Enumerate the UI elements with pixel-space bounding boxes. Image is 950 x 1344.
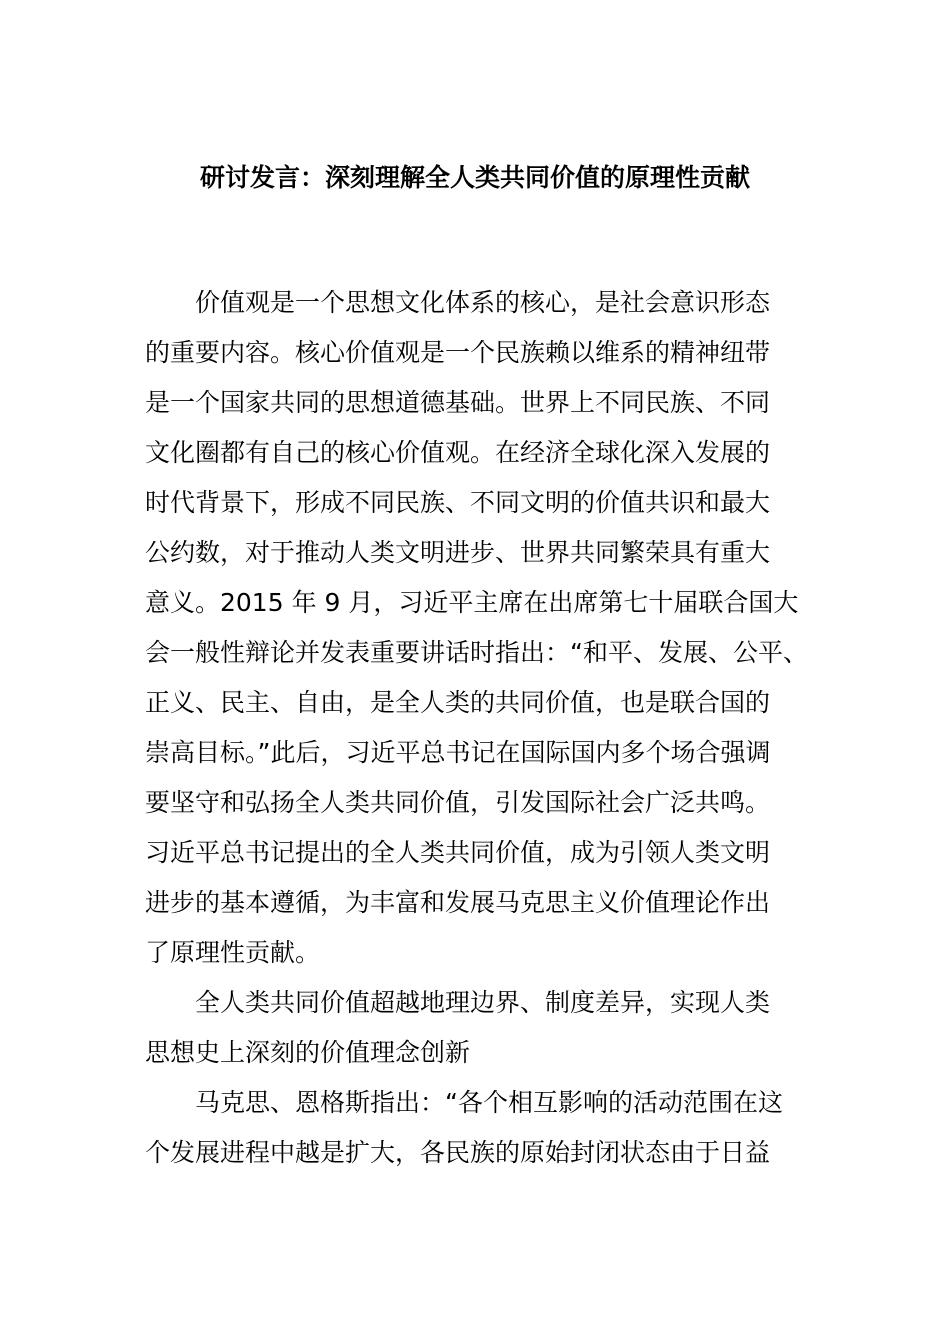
- text-line: 崇高目标。”此后，习近平总书记在国际国内多个场合强调: [145, 738, 771, 767]
- text-line: 文化圈都有自己的核心价值观。在经济全球化深入发展的: [145, 438, 771, 467]
- text-line: 的重要内容。核心价值观是一个民族赖以维系的精神纽带: [145, 338, 771, 367]
- document-title: 研讨发言：深刻理解全人类共同价值的原理性贡献: [199, 163, 750, 192]
- text-line: 是一个国家共同的思想道德基础。世界上不同民族、不同: [145, 388, 771, 417]
- text-line: 个发展进程中越是扩大，各民族的原始封闭状态由于日益: [145, 1138, 771, 1167]
- text-line: 进步的基本遵循，为丰富和发展马克思主义价值理论作出: [145, 888, 771, 917]
- document-body: [145, 278, 808, 1178]
- text-line: 要坚守和弘扬全人类共同价值，引发国际社会广泛共鸣。: [145, 788, 771, 817]
- text-line: 正义、民主、自由，是全人类的共同价值，也是联合国的: [145, 688, 771, 717]
- text-line: 时代背景下，形成不同民族、不同文明的价值共识和最大: [145, 488, 771, 517]
- text-line: 了原理性贡献。: [145, 938, 321, 967]
- text-line: 马克思、恩格斯指出：“各个相互影响的活动范围在这: [145, 1088, 783, 1117]
- section-heading-line: 思想史上深刻的价值理念创新: [145, 1038, 471, 1067]
- text-line: 价值观是一个思想文化体系的核心，是社会意识形态: [145, 288, 771, 317]
- text-line: 会一般性辩论并发表重要讲话时指出：“和平、发展、公平、: [145, 638, 808, 667]
- text-line: 意义。2015 年 9 月，习近平主席在出席第七十届联合国大: [145, 588, 799, 617]
- text-line: 习近平总书记提出的全人类共同价值，成为引领人类文明: [145, 838, 771, 867]
- section-heading-line: 全人类共同价值超越地理边界、制度差异，实现人类: [145, 988, 771, 1017]
- text-line: 公约数，对于推动人类文明进步、世界共同繁荣具有重大: [145, 538, 771, 567]
